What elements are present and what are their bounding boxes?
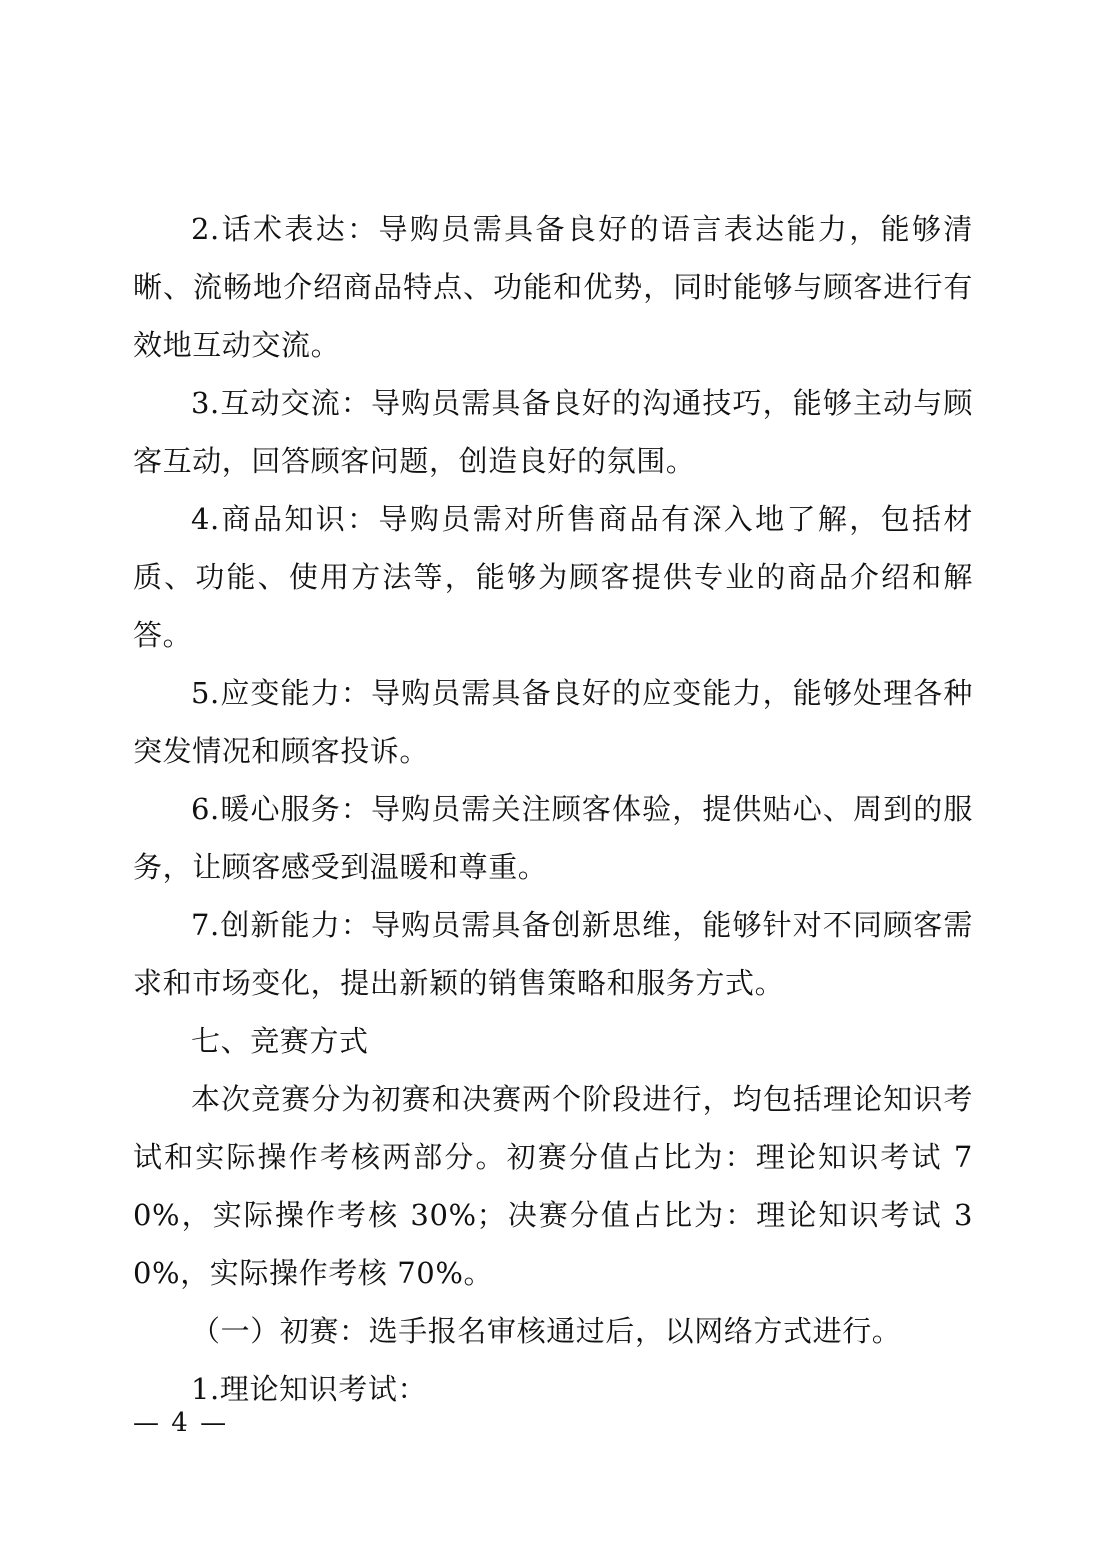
document-body xyxy=(133,200,973,1418)
paragraph-interaction: 3.互动交流：导购员需具备良好的沟通技巧，能够主动与顾客互动，回答顾客问题，创造良好的氛围。 xyxy=(133,386,973,478)
paragraph-adaptability: 5.应变能力：导购员需具备良好的应变能力，能够处理各种突发情况和顾客投诉。 xyxy=(133,676,973,768)
paragraph-competition-overview: 本次竞赛分为初赛和决赛两个阶段进行，均包括理论知识考试和实际操作考核两部分。初赛分值占比为：理论知识考试 70%，实际操作考核 30%；决赛分值占比为：理论知识考试 30%，实际操作考核 70%。 xyxy=(133,1082,973,1290)
paragraph-speech-expression: 2.话术表达：导购员需具备良好的语言表达能力，能够清晰、流畅地介绍商品特点、功能和优势，同时能够与顾客进行有效地互动交流。 xyxy=(133,212,973,362)
page-number: — 4 — xyxy=(133,1408,229,1438)
paragraph-warm-service: 6.暖心服务：导购员需关注顾客体验，提供贴心、周到的服务，让顾客感受到温暖和尊重。 xyxy=(133,792,973,884)
paragraph-preliminary-round: （一）初赛：选手报名审核通过后，以网络方式进行。 xyxy=(191,1314,902,1348)
paragraph-product-knowledge: 4.商品知识：导购员需对所售商品有深入地了解，包括材质、功能、使用方法等，能够为顾客提供专业的商品介绍和解答。 xyxy=(133,502,973,652)
section-heading-competition-method: 七、竞赛方式 xyxy=(191,1024,369,1058)
paragraph-innovation: 7.创新能力：导购员需具备创新思维，能够针对不同顾客需求和市场变化，提出新颖的销售策略和服务方式。 xyxy=(133,908,973,1000)
paragraph-theory-exam: 1.理论知识考试： xyxy=(191,1372,428,1406)
